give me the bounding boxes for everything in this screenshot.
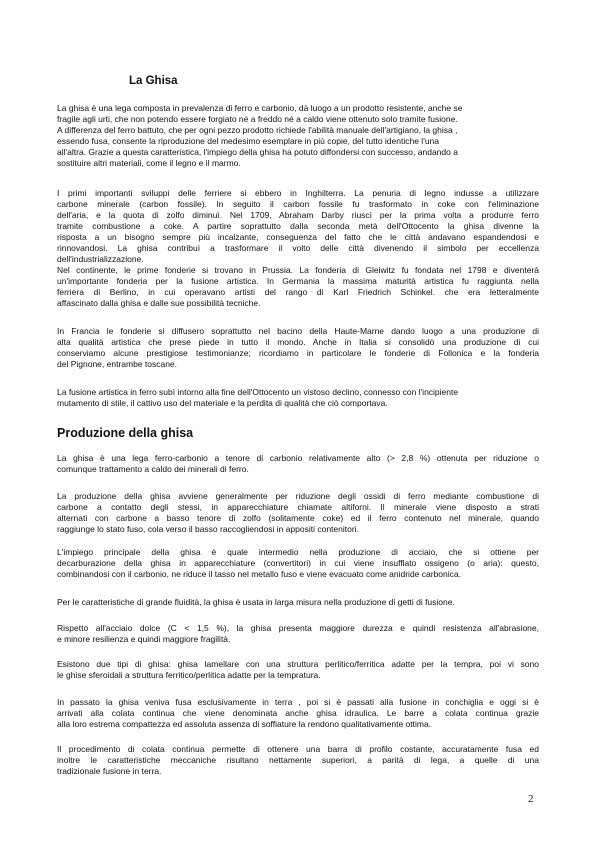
paragraph-line: raggiunge lo stato fuso, cola verso il basso raccogliendosi in appositi contenitori. [57, 524, 359, 534]
paragraph-line: risposta a un bisogno sempre più incalzante, conseguenza del fatto che le città andavano espandendosi e [57, 232, 539, 242]
paragraph [57, 491, 539, 535]
paragraph [57, 326, 539, 370]
paragraph [57, 697, 539, 730]
paragraph [57, 744, 539, 777]
paragraph [57, 547, 539, 580]
paragraph-line: dell'aria, e la quota di zolfo diminuì. Nel 1709, Abraham Darby riuscì per la prima volta a produrre ferro [57, 210, 539, 220]
paragraph-line: La ghisa è una lega ferro-carbonio a tenore di carbonio relativamente alto (> 2,8 %) ottenuta per riduzione o [57, 453, 539, 463]
paragraph-line: Per le caratteristiche di grande fluidità, la ghisa è usata in larga misura nella produzione di getti di fusione. [57, 597, 455, 607]
paragraph-line: decarburazione della ghisa in apparecchiature (convertitori) in cui viene insufflato ossigeno (o aria): questo, [57, 558, 539, 568]
paragraph [57, 387, 539, 409]
paragraph [57, 103, 539, 169]
paragraph-line: comunque trattamento a caldo dei minerali di ferro. [57, 464, 249, 474]
paragraph-line: In Francia le fonderie si diffusero soprattutto nel bacino della Haute-Marne dando luogo a una produzione di [57, 326, 539, 336]
paragraph-line: alla loro estrema compattezza ed assoluta assenza di soffiature la rendono qualitativamente ottima. [57, 719, 432, 729]
paragraph [57, 659, 539, 681]
page-number: 2 [528, 793, 534, 805]
paragraph-line: arrivati alla colata continua che viene denominata anche ghisa idraulica. Le barre a colata continua grazie [57, 708, 539, 718]
paragraph-line: del Pignone, entrambe toscane. [57, 359, 178, 369]
paragraph [57, 623, 539, 645]
paragraph-line: combinandosi con il carbonio, ne riduce il tasso nel metallo fuso e viene evacuato come anidride carbonica. [57, 569, 461, 579]
paragraph-line: carbone a contatto degli stessi, in apparecchiature chiamate altiforni. Il minerale viene disposto a strati [57, 502, 539, 512]
paragraph [57, 597, 539, 608]
paragraph-line: fragile agli urti, che non potendo essere forgiato né a freddo né a caldo viene ottenuto solo tramite fusione. [57, 114, 458, 124]
paragraph-line: un'importante fonderia per la fusione artistica. In Germania la massima maturità artistica fu raggiunta nella [57, 276, 539, 286]
paragraph-line: sostituire altri materiali, come il legno e il marmo. [57, 158, 241, 168]
paragraph-line: essendo fusa, consente la riproduzione del medesimo esemplare in più copie, del tutto identiche l'una [57, 136, 439, 146]
section-title: Produzione della ghisa [57, 426, 194, 440]
paragraph-line: tramite combustione a coke. A partire soprattutto dalla seconda metà dell'Ottocento la ghisa divenne la [57, 221, 539, 231]
paragraph-line: affascinato dalla ghisa e dalle sue possibilità tecniche. [57, 298, 261, 308]
paragraph-line: ferriera di Berlino, in cui operavano artisti del rango di Karl Friedrich Schinkel. che era letteralmente [57, 287, 539, 297]
paragraph [57, 188, 539, 309]
paragraph-line: I primi importanti sviluppi delle ferriere si ebbero in Inghilterra. La penuria di legno indusse a utilizzare [57, 188, 539, 198]
paragraph-line: Il procedimento di colata continua permette di ottenere una barra di profilo costante, accuratamente fusa ed [57, 744, 539, 754]
paragraph-line: conserviamo alcune prestigiose testimonianze; ricordiamo in particolare le fonderie di Follonica e la fonderia [57, 348, 539, 358]
paragraph-line: La fusione artistica in ferro subì intorno alla fine dell'Ottocento un vistoso declino, connesso con l'incipiente [57, 387, 459, 397]
document-title: La Ghisa [129, 75, 178, 87]
paragraph-line: le ghise sferoidali a struttura ferritico/perlitica adatte per la tempratura. [57, 670, 321, 680]
paragraph-line: dell'industrializzazione. [57, 254, 144, 264]
paragraph-line: inoltre le caratteristiche meccaniche risultano nettamente superiori, a parità di lega, a quelle di una [57, 755, 539, 765]
paragraph-line: alternati con carbone a basso tenore di zolfo (solitamente coke) ed il ferro contenuto nel minerale, quando [57, 513, 539, 523]
paragraph [57, 453, 539, 475]
paragraph-line: e minore resilienza e quindi maggiore fragilità. [57, 634, 231, 644]
paragraph-line: all'altra. Grazie a questa caratteristica, l'impiego della ghisa ha potuto diffondersi con successo, andando a [57, 147, 458, 157]
paragraph-line: rinnovandosi. La ghisa contribuì a trasformare il volto delle città divenendo il simbolo per eccellenza [57, 243, 539, 253]
paragraph-line: Rispetto all'acciaio dolce (C < 1,5 %), la ghisa presenta maggiore durezza e quindi resistenza all'abrasione, [57, 623, 539, 633]
paragraph-line: mutamento di stile, il cattivo uso del materiale e la perdita di qualità che ciò comportava. [57, 398, 388, 408]
paragraph-line: Esistono due tipi di ghisa: ghisa lamellare con una struttura perlitico/ferritica adatte per la tempra, poi vi sono [57, 659, 539, 669]
paragraph-line: In passato la ghisa veniva fusa esclusivamente in terra , poi si è passati alla fusione in conchiglia e oggi si è [57, 697, 539, 707]
paragraph-line: La ghisa è una lega composta in prevalenza di ferro e carbonio, dà luogo a un prodotto resistente, anche se [57, 103, 463, 113]
paragraph-line: alta qualità artistica che prese piede in tutto il mondo. Anche in Italia si consolidò una produzione di cui [57, 337, 539, 347]
paragraph-line: Nel continente, le prime fonderie si trovano in Prussia. La fonderia di Gleiwitz fu fondata nel 1798 e diventerà [57, 265, 539, 275]
paragraph-line: L'impiego principale della ghisa è quale intermedio nella produzione di acciaio, che si ottiene per [57, 547, 539, 557]
paragraph-line: A differenza del ferro battuto, che per ogni pezzo prodotto richiede l'abilità manuale dell'artigiano, la ghisa , [57, 125, 458, 135]
paragraph-line: tradizionale fusione in terra. [57, 766, 162, 776]
paragraph-line: La produzione della ghisa avviene generalmente per riduzione degli ossidi di ferro mediante combustione di [57, 491, 539, 501]
paragraph-line: carbone minerale (carbon fossile). In seguito il carbon fossile fu trasformato in coke con l'eliminazione [57, 199, 539, 209]
